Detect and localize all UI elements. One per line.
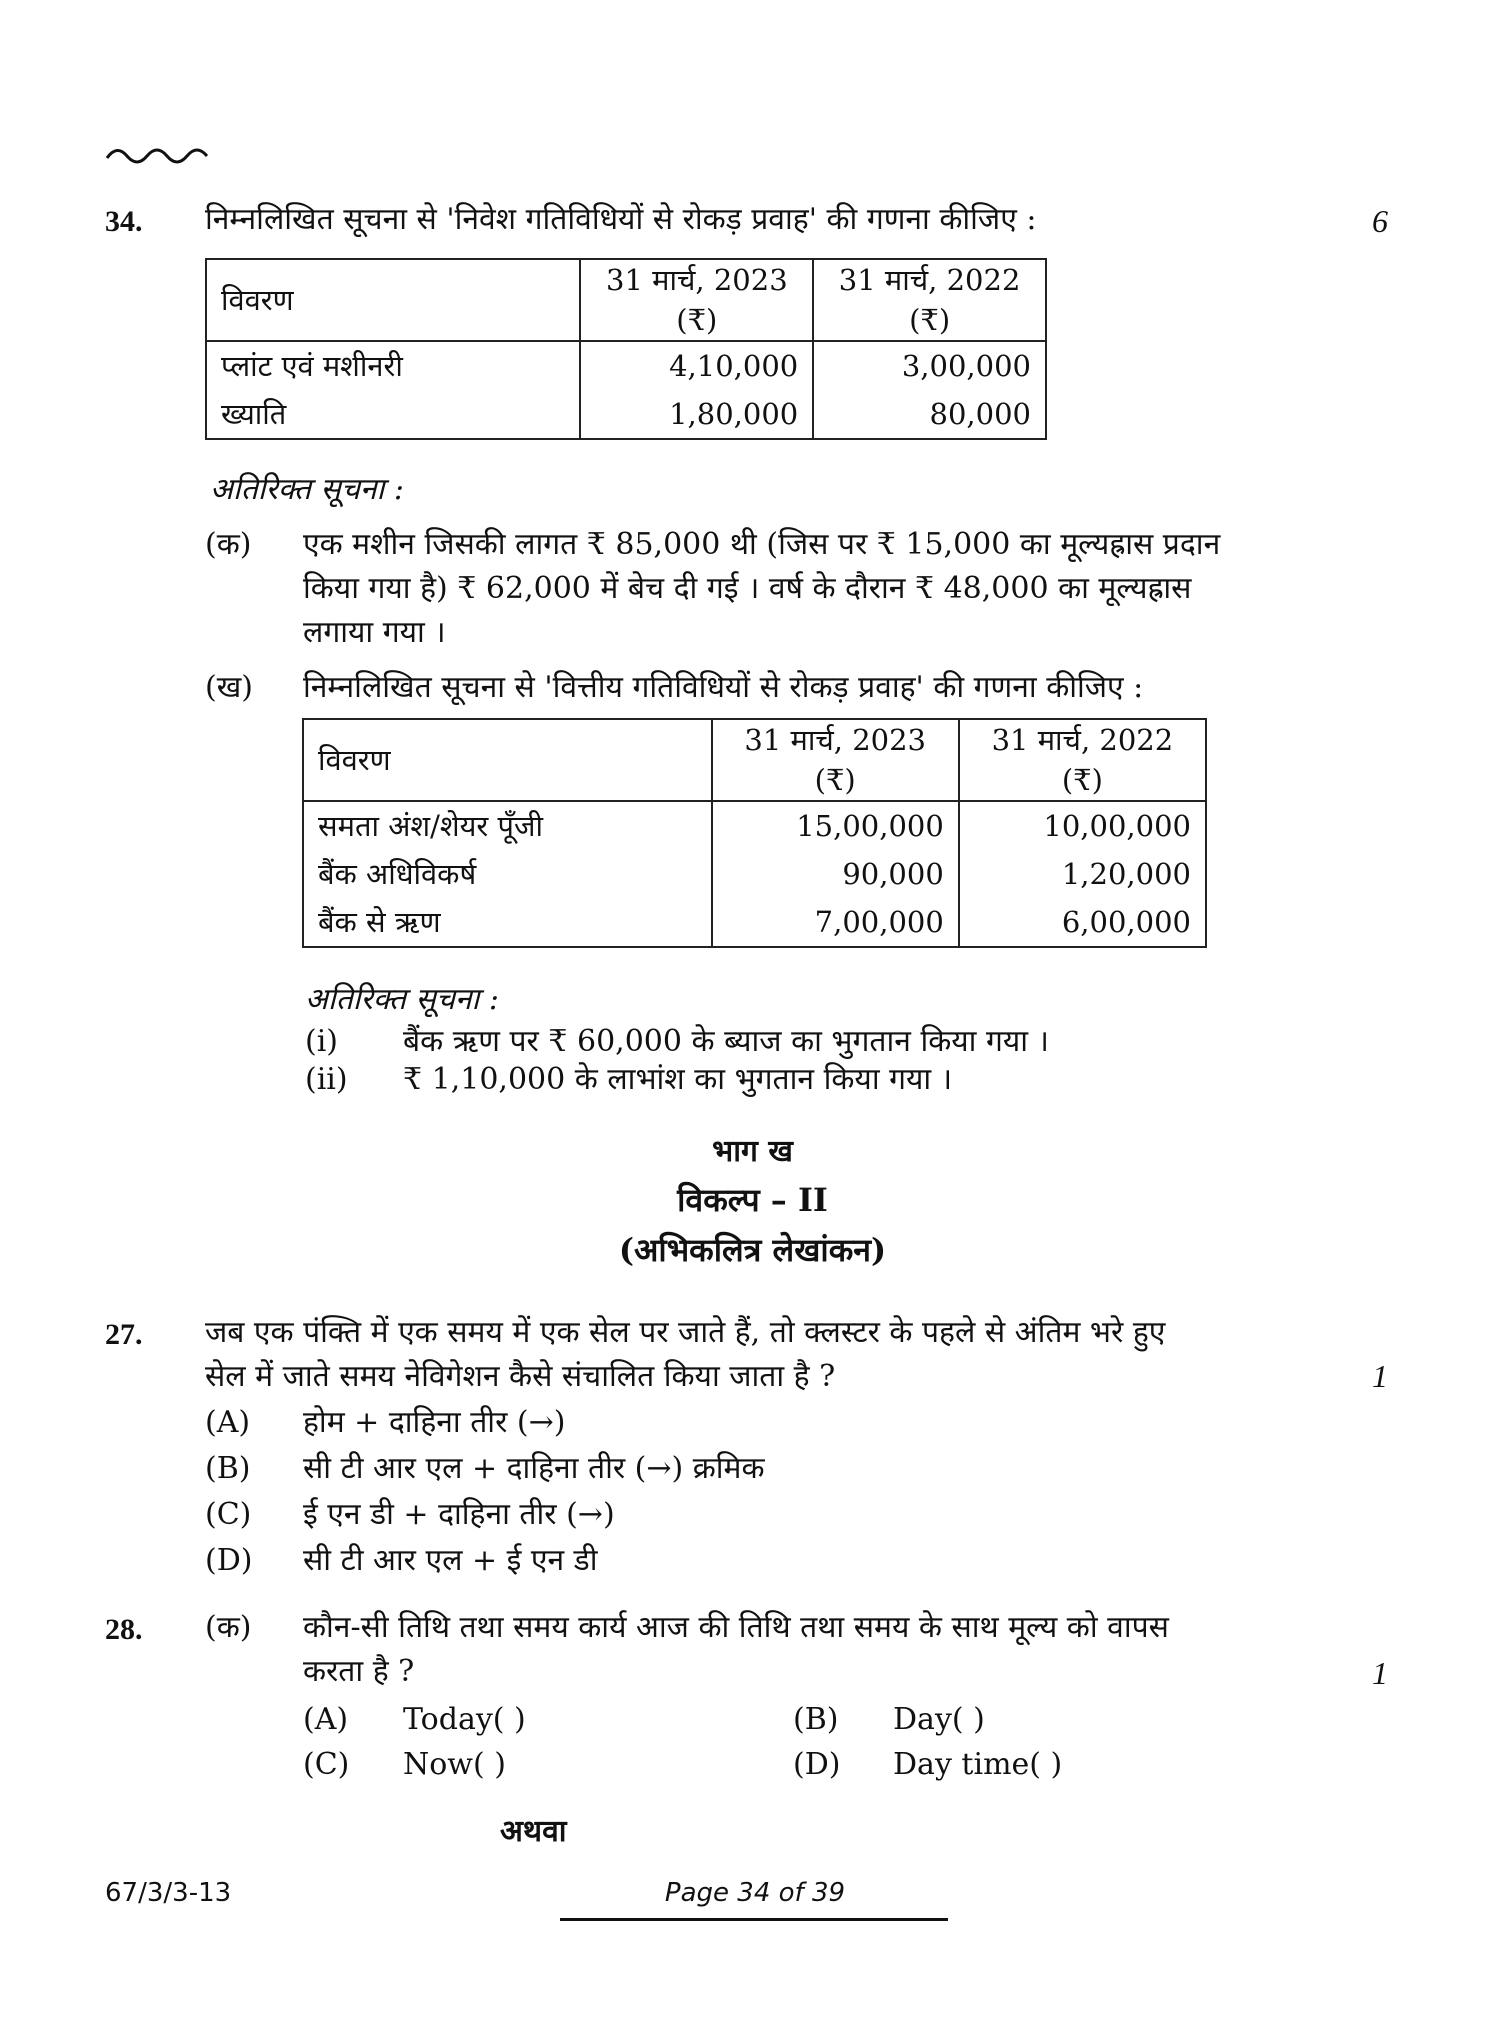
footer-rule xyxy=(560,1918,948,1921)
note-text-ii: ₹ 1,10,000 के लाभांश का भुगतान किया गया । xyxy=(403,1062,953,1097)
or-label: अथवा xyxy=(500,1814,567,1849)
table1-header-2023: 31 मार्च, 2023 (₹) xyxy=(580,259,813,341)
q28-option-a-text: Today( ) xyxy=(403,1702,526,1737)
question-27-line-2: सेल में जाते समय नेविगेशन कैसे संचालित किया जाता है ? xyxy=(205,1359,836,1394)
table-row: प्लांट एवं मशीनरी 4,10,000 3,00,000 xyxy=(206,341,1046,390)
q27-option-c-text: ई एन डी + दाहिना तीर (→) xyxy=(303,1497,615,1532)
table2-header-2022: 31 मार्च, 2022 (₹) xyxy=(959,719,1206,801)
question-27-marks: 1 xyxy=(1372,1358,1388,1394)
q28-option-b-text: Day( ) xyxy=(893,1702,985,1737)
table1-header-particulars: विवरण xyxy=(206,259,580,341)
section-option: विकल्प – II xyxy=(677,1181,828,1219)
part-ka-marker: (क) xyxy=(205,527,252,562)
q28-option-c-marker: (C) xyxy=(303,1747,350,1782)
additional-info-label-2: अतिरिक्त सूचना : xyxy=(305,982,499,1017)
question-27-line-1: जब एक पंक्ति में एक समय में एक सेल पर जाते हैं, तो क्लस्टर के पहले से अंतिम भरे हुए xyxy=(205,1315,1166,1350)
table2-header-2023: 31 मार्च, 2023 (₹) xyxy=(712,719,959,801)
part-ka-line-2: किया गया है) ₹ 62,000 में बेच दी गई । वर्ष के दौरान ₹ 48,000 का मूल्यह्रास xyxy=(303,571,1192,606)
financing-table xyxy=(302,718,1207,948)
additional-info-label: अतिरिक्त सूचना : xyxy=(210,472,404,507)
note-marker-i: (i) xyxy=(305,1024,339,1059)
note-marker-ii: (ii) xyxy=(305,1062,348,1097)
wave-ornament xyxy=(105,138,225,168)
table-row: समता अंश/शेयर पूँजी 15,00,000 10,00,000 xyxy=(303,801,1206,850)
question-34-text: निम्नलिखित सूचना से 'निवेश गतिविधियों से रोकड़ प्रवाह' की गणना कीजिए : xyxy=(205,202,1037,237)
paper-code: 67/3/3-13 xyxy=(105,1878,232,1908)
question-number-27: 27. xyxy=(105,1318,143,1351)
q27-option-b-text: सी टी आर एल + दाहिना तीर (→) क्रमिक xyxy=(303,1451,765,1486)
q27-option-d-marker: (D) xyxy=(205,1543,253,1578)
part-ka-line-3: लगाया गया । xyxy=(303,615,446,650)
q27-option-c-marker: (C) xyxy=(205,1497,252,1532)
table-row: ख्याति 1,80,000 80,000 xyxy=(206,390,1046,439)
part-kha-question: निम्नलिखित सूचना से 'वित्तीय गतिविधियों से रोकड़ प्रवाह' की गणना कीजिए : xyxy=(303,670,1144,705)
q27-option-a-marker: (A) xyxy=(205,1405,251,1440)
part-ka-line-1: एक मशीन जिसकी लागत ₹ 85,000 थी (जिस पर ₹ 15,000 का मूल्यह्रास प्रदान xyxy=(303,527,1221,562)
table1-header-2022: 31 मार्च, 2022 (₹) xyxy=(813,259,1046,341)
section-part: भाग ख xyxy=(712,1134,793,1169)
question-number-28: 28. xyxy=(105,1613,143,1646)
q28-option-d-marker: (D) xyxy=(793,1747,841,1782)
part-kha-marker: (ख) xyxy=(205,670,253,705)
question-34-marks: 6 xyxy=(1372,203,1388,239)
question-28-line-1: कौन-सी तिथि तथा समय कार्य आज की तिथि तथा समय के साथ मूल्य को वापस xyxy=(303,1610,1169,1645)
question-number-34: 34. xyxy=(105,205,143,238)
table-row: बैंक अधिविकर्ष 90,000 1,20,000 xyxy=(303,850,1206,898)
question-28-marks: 1 xyxy=(1372,1655,1388,1691)
page-number: Page 34 of 39 xyxy=(664,1878,846,1908)
q28-part-marker: (क) xyxy=(205,1610,252,1645)
q28-option-a-marker: (A) xyxy=(303,1702,349,1737)
q27-option-b-marker: (B) xyxy=(205,1451,251,1486)
section-subtitle: (अभिकलित्र लेखांकन) xyxy=(618,1231,887,1269)
table2-header-particulars: विवरण xyxy=(303,719,712,801)
q27-option-d-text: सी टी आर एल + ई एन डी xyxy=(303,1543,598,1578)
table-row: बैंक से ऋण 7,00,000 6,00,000 xyxy=(303,898,1206,947)
note-text-i: बैंक ऋण पर ₹ 60,000 के ब्याज का भुगतान किया गया । xyxy=(403,1024,1049,1059)
q28-option-b-marker: (B) xyxy=(793,1702,839,1737)
q28-option-c-text: Now( ) xyxy=(403,1747,506,1782)
investing-table xyxy=(205,258,1047,440)
question-28-line-2: करता है ? xyxy=(303,1654,415,1689)
q28-option-d-text: Day time( ) xyxy=(893,1747,1063,1782)
q27-option-a-text: होम + दाहिना तीर (→) xyxy=(303,1405,566,1440)
